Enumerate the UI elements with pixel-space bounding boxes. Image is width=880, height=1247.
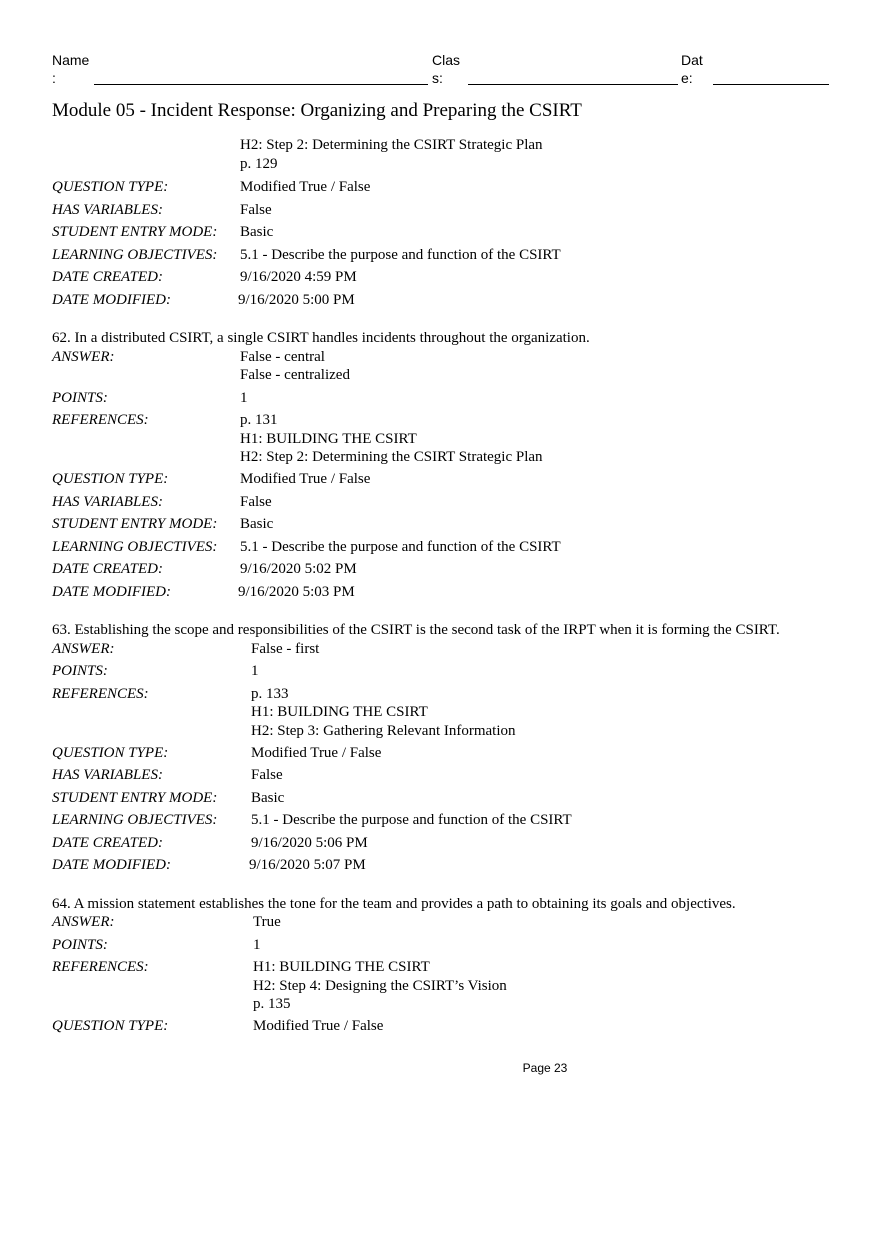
learning-objectives-label: LEARNING OBJECTIVES:	[52, 246, 218, 263]
date-created-row	[52, 560, 842, 583]
question-text: 62. In a distributed CSIRT, a single CSIRT handles incidents throughout the organization.	[52, 330, 590, 346]
date-label-top: Dat	[681, 52, 703, 68]
reference-line: H2: Step 4: Designing the CSIRT’s Vision	[253, 977, 507, 994]
points-label: POINTS:	[52, 936, 108, 953]
student-entry-mode-row	[52, 515, 842, 538]
answer-row	[52, 348, 842, 389]
reference-line: H2: Step 2: Determining the CSIRT Strategic Plan	[240, 449, 543, 465]
reference-line: p. 131	[240, 412, 278, 428]
class-underline	[468, 84, 678, 85]
references-row	[52, 136, 842, 178]
learning-objectives-value: 5.1 - Describe the purpose and function of the CSIRT	[251, 812, 572, 828]
question-type-label: QUESTION TYPE:	[52, 1018, 169, 1034]
answer-line: True	[253, 914, 281, 930]
date-modified-row	[52, 856, 842, 879]
question-64	[52, 895, 842, 1040]
reference-line: H2: Step 3: Gathering Relevant Information	[251, 722, 516, 739]
name-underline	[94, 84, 428, 85]
date-created-value: 9/16/2020 5:06 PM	[251, 834, 368, 851]
answer-row	[52, 640, 842, 663]
has-variables-label: HAS VARIABLES:	[52, 767, 163, 783]
reference-line: p. 135	[253, 996, 291, 1012]
has-variables-label: HAS VARIABLES:	[52, 201, 163, 218]
has-variables-row	[52, 201, 842, 224]
references-row	[52, 685, 842, 744]
date-modified-label: DATE MODIFIED:	[52, 291, 171, 308]
class-label-bottom: s:	[432, 70, 443, 86]
student-entry-mode-label: STUDENT ENTRY MODE:	[52, 789, 218, 806]
date-created-row	[52, 834, 842, 857]
answer-row	[52, 913, 842, 936]
reference-line: p. 129	[240, 155, 278, 172]
question-type-row	[52, 744, 842, 767]
class-label-top: Clas	[432, 52, 461, 68]
date-created-value: 9/16/2020 5:02 PM	[240, 561, 357, 577]
date-modified-value: 9/16/2020 5:03 PM	[238, 583, 355, 600]
points-value: 1	[240, 389, 248, 406]
answer-line: False - first	[251, 640, 320, 657]
module-title: Module 05 - Incident Response: Organizing and Preparing the CSIRT	[52, 100, 582, 121]
references-row	[52, 958, 842, 1017]
student-entry-mode-label: STUDENT ENTRY MODE:	[52, 516, 218, 532]
learning-objectives-label: LEARNING OBJECTIVES:	[52, 538, 218, 555]
continued-question	[52, 136, 842, 313]
date-modified-label: DATE MODIFIED:	[52, 583, 171, 600]
learning-objectives-value: 5.1 - Describe the purpose and function of the CSIRT	[240, 246, 561, 263]
question-type-label: QUESTION TYPE:	[52, 471, 169, 487]
date-created-label: DATE CREATED:	[52, 269, 163, 285]
reference-line: H1: BUILDING THE CSIRT	[251, 704, 428, 720]
date-created-value: 9/16/2020 4:59 PM	[240, 269, 357, 285]
points-label: POINTS:	[52, 389, 108, 406]
references-label: REFERENCES:	[52, 959, 149, 975]
student-entry-mode-row	[52, 789, 842, 812]
date-underline	[713, 84, 829, 85]
student-entry-mode-row	[52, 223, 842, 246]
has-variables-label: HAS VARIABLES:	[52, 493, 163, 510]
references-label: REFERENCES:	[52, 412, 149, 428]
answer-line: False - central	[240, 348, 325, 365]
points-label: POINTS:	[52, 663, 108, 679]
points-row	[52, 389, 842, 412]
reference-line: H2: Step 2: Determining the CSIRT Strategic Plan	[240, 137, 543, 153]
answer-label: ANSWER:	[52, 914, 115, 930]
question-type-label: QUESTION TYPE:	[52, 179, 169, 195]
worksheet-header	[52, 52, 832, 92]
learning-objectives-value: 5.1 - Describe the purpose and function of the CSIRT	[240, 538, 561, 555]
date-label-bottom: e:	[681, 70, 693, 86]
student-entry-mode-value: Basic	[240, 224, 274, 240]
question-text: 63. Establishing the scope and responsibilities of the CSIRT is the second task of the IRPT when it is forming the CSIRT.	[52, 622, 780, 638]
points-value: 1	[253, 936, 261, 953]
student-entry-mode-label: STUDENT ENTRY MODE:	[52, 224, 218, 240]
question-type-row	[52, 470, 842, 493]
question-text: 64. A mission statement establishes the tone for the team and provides a path to obtaining its goals and objectives.	[52, 895, 736, 912]
question-63	[52, 621, 842, 879]
name-label-top: Name	[52, 52, 90, 68]
student-entry-mode-value: Basic	[240, 516, 274, 532]
answer-line: False - centralized	[240, 367, 350, 383]
question-type-value: Modified True / False	[251, 744, 382, 761]
question-type-row	[52, 1017, 842, 1040]
date-created-label: DATE CREATED:	[52, 561, 163, 577]
answer-label: ANSWER:	[52, 348, 115, 365]
date-modified-value: 9/16/2020 5:07 PM	[249, 857, 366, 873]
date-created-label: DATE CREATED:	[52, 834, 163, 851]
references-label: REFERENCES:	[52, 685, 149, 702]
has-variables-row	[52, 493, 842, 516]
reference-line: H1: BUILDING THE CSIRT	[240, 430, 417, 447]
question-type-value: Modified True / False	[240, 179, 371, 195]
answer-label: ANSWER:	[52, 640, 115, 657]
has-variables-value: False	[240, 201, 272, 218]
date-modified-row	[52, 583, 842, 606]
references-row	[52, 411, 842, 470]
date-modified-value: 9/16/2020 5:00 PM	[238, 291, 355, 308]
points-row	[52, 936, 842, 959]
name-label-bottom: :	[52, 70, 56, 86]
has-variables-row	[52, 766, 842, 789]
question-list	[52, 136, 842, 1040]
student-entry-mode-value: Basic	[251, 789, 285, 806]
reference-line: p. 133	[251, 685, 289, 702]
learning-objectives-row	[52, 538, 842, 561]
learning-objectives-row	[52, 811, 842, 834]
date-modified-row	[52, 291, 842, 314]
reference-line: H1: BUILDING THE CSIRT	[253, 959, 430, 975]
question-type-label: QUESTION TYPE:	[52, 744, 169, 761]
has-variables-value: False	[240, 493, 272, 510]
date-modified-label: DATE MODIFIED:	[52, 857, 171, 873]
learning-objectives-row	[52, 246, 842, 269]
learning-objectives-label: LEARNING OBJECTIVES:	[52, 812, 218, 828]
question-type-row	[52, 178, 842, 201]
question-type-value: Modified True / False	[253, 1018, 384, 1034]
question-type-value: Modified True / False	[240, 471, 371, 487]
has-variables-value: False	[251, 767, 283, 783]
points-value: 1	[251, 663, 259, 679]
date-created-row	[52, 268, 842, 291]
page-number: Page 23	[522, 1061, 568, 1075]
points-row	[52, 662, 842, 685]
question-62	[52, 329, 842, 605]
